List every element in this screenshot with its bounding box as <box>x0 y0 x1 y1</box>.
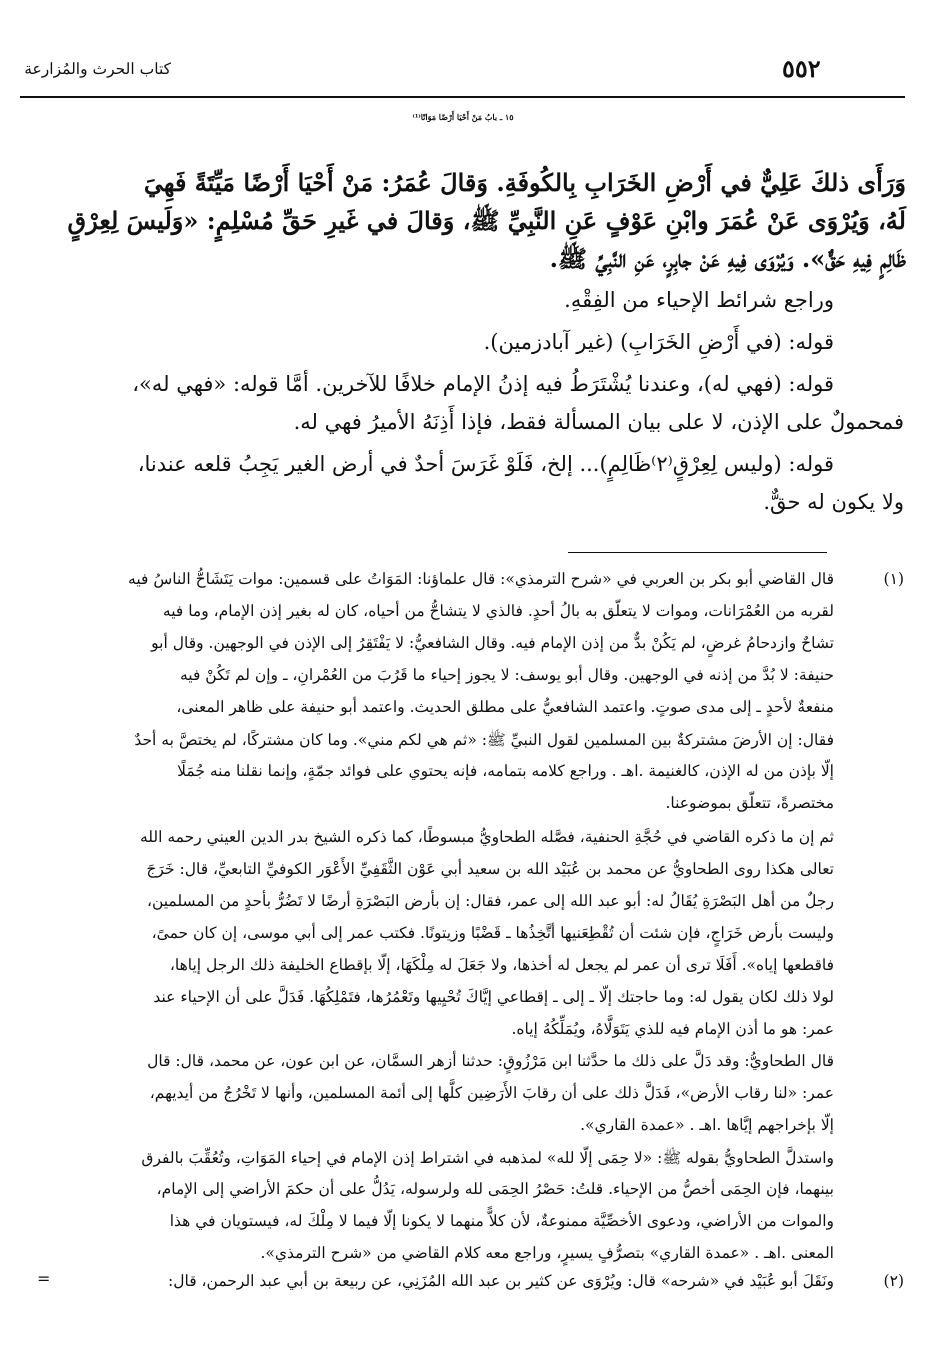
footnote-line: والموات من الأراضي، ودعوى الأخصِّيَّة ممنوعةٌ، لأن كلاًّ منهما لا يكونا إلّا فيما لا مِلْكَ له، فيستويان في هذا <box>169 1212 834 1230</box>
footnote-line: فقال: إن الأرضَ مشتركةٌ بين المسلمين لقول النبيِّ ﷺ: «ثم هي لكم مني». وما كان مشتركًا، لم يختصَّ به أحدٌ <box>134 731 834 749</box>
hadith-line: ظَالِمٍ فِيهِ حَقٌّ». وَيُرْوَى فِيهِ عَنْ جابِرٍ، عَنِ النَّبِيِّ ﷺ. <box>549 244 906 273</box>
footnote-line: تعالى هكذا روى الطحاويُّ عن محمد بن عُبَيْد الله بن سعيد أبي عَوْن الثَّقَفِيِّ الأَعْوَر الكوفيِّ التابعيِّ، قال: خَرَجَ <box>146 860 834 878</box>
footnote-line: عمر: هو ما أذن الإمام فيه للذي يَتَوَلَّاهُ، ويُمَلِّكُهُ إياه. <box>511 1020 834 1038</box>
footnote-line: فاقطعها إياه». أَفَلَا ترى أن عمر لم يجعل له أخذها، ولا جَعَلَ له مِلْكَهَا، إلّا بإقطاع الخليفة ذلك الرجل إياها، <box>169 956 834 974</box>
footnote-line: مختصرةً، تتعلّق بموضوعنا. <box>665 794 834 812</box>
running-header-title: كتاب الحرث والمُزارعة <box>24 60 171 78</box>
footnote-line: لولا ذلك لكان يقول له: وما حاجتك إلّا ـ إلى ـ إقطاعي إيَّاكَ تُحْيِيها وتَعْمُرُها، فتَمْلِكُهَا. فَدَلَّ على أن الإحياء عند <box>153 988 834 1006</box>
footnote-line: قال الطحاويُّ: وقد دَلَّ على ذلك ما حدَّثنا ابن مَرْزُوقٍ: حدثنا أزهر السمَّان، عن ابن عون، عن محمد، قال: قال <box>147 1052 834 1070</box>
footnote-marker: (٢) <box>883 1272 904 1290</box>
footnote-line: إلّا بإخراجهم إيَّاها .اهـ . «عمدة القاري». <box>580 1116 834 1134</box>
footnote-line: منفعةٌ لأحدٍ ـ إلى مدى صوتٍ. واعتمد الشافعيُّ على مطلق الحديث. واعتمد أبو حنيفة على ظاهر المعنى، <box>176 698 834 716</box>
footnote-line: تشاحٌ وازدحامُ غرضٍ، لم يَكُنْ بدٌّ من إذن الإمام فيه. وقال الشافعيُّ: لا يَفْتَقِرُ إلى الإذن في الوجهين. وقال أبو <box>151 634 834 652</box>
footnote-line: المعنى .اهـ . «عمدة القاري» بتصرُّفٍ يسيرٍ، وراجع معه كلام القاضي من «شرح الترمذي». <box>260 1244 834 1262</box>
footnote-line: واستدلَّ الطحاويُّ بقوله ﷺ: «لا حِمَى إلّا لله» لمذهبه في اشتراط إذن الإمام في إحياء المَوَاتِ، وتُعُقِّبَ بالفرق <box>141 1149 834 1167</box>
footnote-line: ثم إن ما ذكره القاضي في حُجَّةِ الحنفية، فصَّله الطحاويُّ مبسوطًا، كما ذكره الشيخ بدر الدين العيني رحمه الله <box>139 828 834 846</box>
footnote-line: عمر: «لنا رقاب الأرض»، فَدَلَّ ذلك على أن رقابَ الأَرَضِين كلَّها إلى أئمة المسلمين، وأنها لا تَخْرُجُ من أيديهم، <box>149 1084 834 1102</box>
hadith-line: لَهُ، وَيُرْوَى عَنْ عُمَرَ وابْنِ عَوْفٍ عَنِ النَّبِيِّ ﷺ، وَقالَ في غَيرِ حَقِّ مُسْلِمٍ: «وَلَيسَ لِعِرْقٍ <box>67 206 906 235</box>
footnote-line: بينهما، فإن الحِمَى أخصُّ من الإحياء. قلتُ: حَصْرُ الحِمَى لله ولرسوله، يَدُلُّ على أن حكمَ الأراضي إلى الإمام، <box>156 1180 834 1198</box>
footnote-line: وليست بأرض خَرَاجٍ، فإن شئت أن تُقْطِعَنيها أتَّخِذُها ـ قَضْبًا وزيتونًا. فكتب عمر إلى أبي موسى، إن كان حمىً، <box>151 924 834 942</box>
footnote-line: حنيفة: لا بُدَّ من إذنه في الوجهين. وقال أبو يوسف: لا يجوز إحياء ما قَرُبَ من العُمْرانِ، ـ وإن لم تَكُنْ فيه <box>179 666 834 684</box>
footnote-line: رجلٌ من أهل البَصْرَةِ يُقَالُ له: أبو عبد الله إلى عمر، فقال: إن بأرض البَصْرَةِ أرضًا لا تَضُرُّ بأحدٍ من المسلمين، <box>146 892 834 910</box>
footnote-separator <box>568 552 827 553</box>
footnote-line: قال القاضي أبو بكر بن العربي في «شرح الترمذي»: قال علماؤنا: المَوَاتُ على قسمين: موات يَتَشَاحُّ الناسُ فيه <box>128 570 834 588</box>
commentary-line: فمحمولٌ على الإذن، لا على بيان المسألة فقط، فإذا أَذِنَهُ الأميرُ فهي له. <box>293 410 904 434</box>
header-rule <box>20 96 905 98</box>
chapter-title: ١٥ ـ بابُ مَنْ أَحْيَا أَرْضًا مَوَاتًا⁽¹⁾ <box>412 112 514 122</box>
continuation-mark: = <box>37 1269 51 1288</box>
footnote-line: ونَقَلَ أبو عُبَيْد في «شرحه» قال: ويُرْوَى عن كثير بن عبد الله المُزَنِي، عن ربيعة بن أبي عبد الرحمن، قال: <box>168 1272 834 1290</box>
hadith-line: وَرَأَى ذلكَ عَلِيٌّ في أَرْضِ الخَرَابِ بِالكُوفَةِ. وَقالَ عُمَرُ: مَنْ أَحْيَا أَرْضًا مَيِّتَةً فَهِيَ <box>143 168 906 197</box>
commentary-line: قوله: (وليس لِعِرْقٍ⁽٢⁾ظَالِمٍ)... إلخ، فَلَوْ غَرَسَ أحدٌ في أرض الغير يَجِبُ قلعه عندنا، <box>137 452 834 476</box>
commentary-line: وراجع شرائط الإحياء من الفِقْهِ. <box>564 288 834 312</box>
footnote-line: لقربه من العُمْرَانات، وموات لا يتعلّق به بالُ أحدٍ. فالذي لا يتشاحُّ من أحياه، كان له بغير إذن الإمام، وما فيه <box>162 602 834 620</box>
page-number: ٥٥٢ <box>782 54 821 83</box>
commentary-line: قوله: (فهي له)، وعندنا يُشْتَرَطُ فيه إذنُ الإمام خلافًا للآخرين. أمَّا قوله: «فهي له»، <box>132 372 834 396</box>
footnote-line: إلّا بإذن من له الإذن، كالغنيمة .اهـ . وراجع كلامه بتمامه، فإنه يحتوي على فوائد جمّةٍ، وإنما نقلنا منه جُمَلًا <box>177 762 834 780</box>
commentary-line: ولا يكون له حقٌّ. <box>763 490 904 514</box>
footnote-marker: (١) <box>883 570 904 588</box>
commentary-line: قوله: (في أَرْضِ الخَرَابِ) (غير آبادزمين). <box>483 330 834 354</box>
